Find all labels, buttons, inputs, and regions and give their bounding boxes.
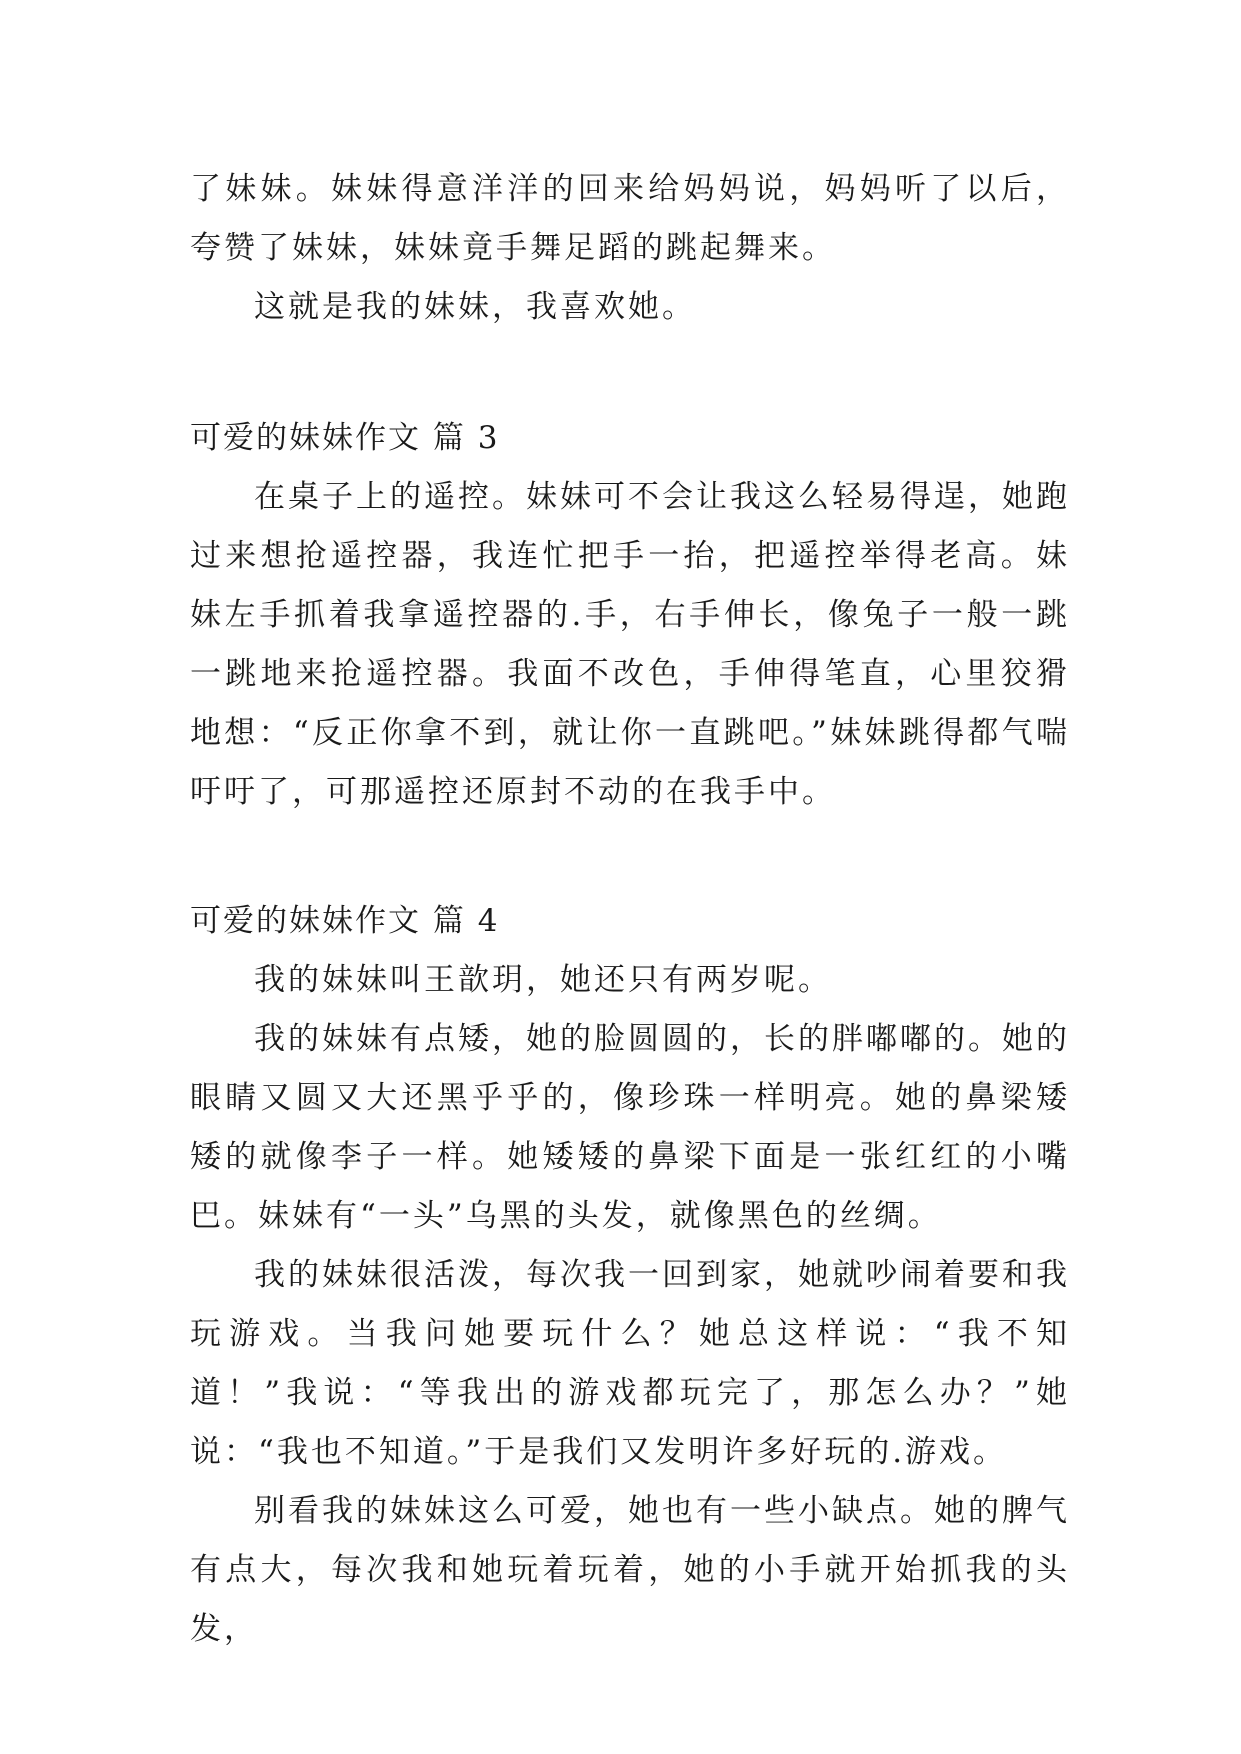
paragraph-continued: 了妹妹。妹妹得意洋洋的回来给妈妈说，妈妈听了以后，夸赞了妹妹，妹妹竟手舞足蹈的跳起舞来。 bbox=[190, 171, 1070, 266]
section-gap bbox=[190, 337, 1070, 409]
section-4-title: 可爱的妹妹作文 篇 4 bbox=[190, 903, 500, 939]
section-4-paragraph-3: 我的妹妹很活泼，每次我一回到家，她就吵闹着要和我玩游戏。当我问她要玩什么？她总这样说：“我不知道！”我说：“等我出的游戏都玩完了，那怎么办？”她说：“我也不知道。”于是我们又发明许多好玩的.游戏。 bbox=[190, 1257, 1070, 1470]
section-3-title: 可爱的妹妹作文 篇 3 bbox=[190, 420, 500, 456]
section-gap bbox=[190, 822, 1070, 892]
document-body bbox=[190, 160, 1070, 1659]
section-3-paragraph: 在桌子上的遥控。妹妹可不会让我这么轻易得逞，她跑过来想抢遥控器，我连忙把手一抬，把遥控举得老高。妹妹左手抓着我拿遥控器的.手，右手伸长，像兔子一般一跳一跳地来抢遥控器。我面不改色，手伸得笔直，心里狡猾地想：“反正你拿不到，就让你一直跳吧。”妹妹跳得都气喘吁吁了，可那遥控还原封不动的在我手中。 bbox=[190, 479, 1070, 810]
section-4-paragraph-4: 别看我的妹妹这么可爱，她也有一些小缺点。她的脾气有点大，每次我和她玩着玩着，她的小手就开始抓我的头发， bbox=[190, 1493, 1070, 1647]
section-4-paragraph-1: 我的妹妹叫王歆玥，她还只有两岁呢。 bbox=[254, 962, 832, 998]
paragraph-conclusion: 这就是我的妹妹，我喜欢她。 bbox=[254, 289, 696, 325]
section-4-paragraph-2: 我的妹妹有点矮，她的脸圆圆的，长的胖嘟嘟的。她的眼睛又圆又大还黑乎乎的，像珍珠一样明亮。她的鼻梁矮矮的就像李子一样。她矮矮的鼻梁下面是一张红红的小嘴巴。妹妹有“一头”乌黑的头发，就像黑色的丝绸。 bbox=[190, 1021, 1070, 1234]
